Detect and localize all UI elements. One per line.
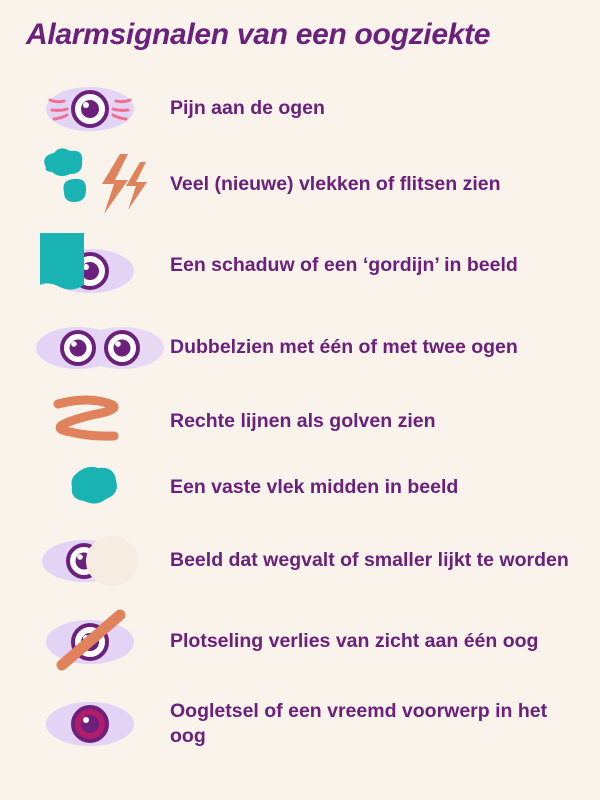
list-item-label: Plotseling verlies van zicht aan één oog bbox=[170, 630, 539, 653]
list-item-label: Oogletsel of een vreemd voorwerp in het oog bbox=[170, 699, 548, 747]
icon-cell bbox=[22, 520, 170, 602]
list-item bbox=[0, 308, 600, 388]
list-item bbox=[0, 388, 600, 456]
central-blind-spot-icon bbox=[28, 462, 152, 514]
list-item bbox=[0, 224, 600, 308]
list-item bbox=[0, 456, 600, 520]
list-item-label: Een schaduw of een ‘gordijn’ in beeld bbox=[170, 254, 518, 277]
list-item-label: Dubbelzien met één of met twee ogen bbox=[170, 336, 518, 359]
page-title: Alarmsignalen van een oogziekte bbox=[26, 18, 491, 51]
list-item-label: Rechte lijnen als golven zien bbox=[170, 410, 436, 433]
list-item-label: Pijn aan de ogen bbox=[170, 97, 325, 120]
icon-cell bbox=[22, 308, 170, 388]
list-item-label: Veel (nieuwe) vlekken of flitsen zien bbox=[170, 173, 501, 196]
icon-cell bbox=[22, 72, 170, 146]
list-item bbox=[0, 72, 600, 146]
icon-cell bbox=[22, 682, 170, 766]
symptom-list bbox=[0, 72, 600, 766]
icon-cell bbox=[22, 146, 170, 224]
icon-cell bbox=[22, 456, 170, 520]
icon-cell bbox=[22, 224, 170, 308]
wavy-lines-icon bbox=[28, 394, 152, 450]
list-item-label: Beeld dat wegvalt of smaller lijkt te worden bbox=[170, 549, 569, 572]
icon-cell bbox=[22, 388, 170, 456]
floaters-and-flashes-icon bbox=[28, 150, 152, 220]
icon-cell bbox=[22, 602, 170, 682]
eye-injury-icon bbox=[28, 692, 152, 756]
list-item-label: Een vaste vlek midden in beeld bbox=[170, 476, 459, 499]
list-item bbox=[0, 520, 600, 602]
sudden-vision-loss-eye-icon bbox=[28, 609, 152, 675]
painful-eye-icon bbox=[28, 78, 152, 140]
curtain-shadow-eye-icon bbox=[28, 227, 152, 305]
list-item bbox=[0, 682, 600, 766]
list-item bbox=[0, 146, 600, 224]
narrowing-vision-eye-icon bbox=[28, 528, 158, 594]
double-vision-eyes-icon bbox=[28, 317, 158, 379]
list-item bbox=[0, 602, 600, 682]
